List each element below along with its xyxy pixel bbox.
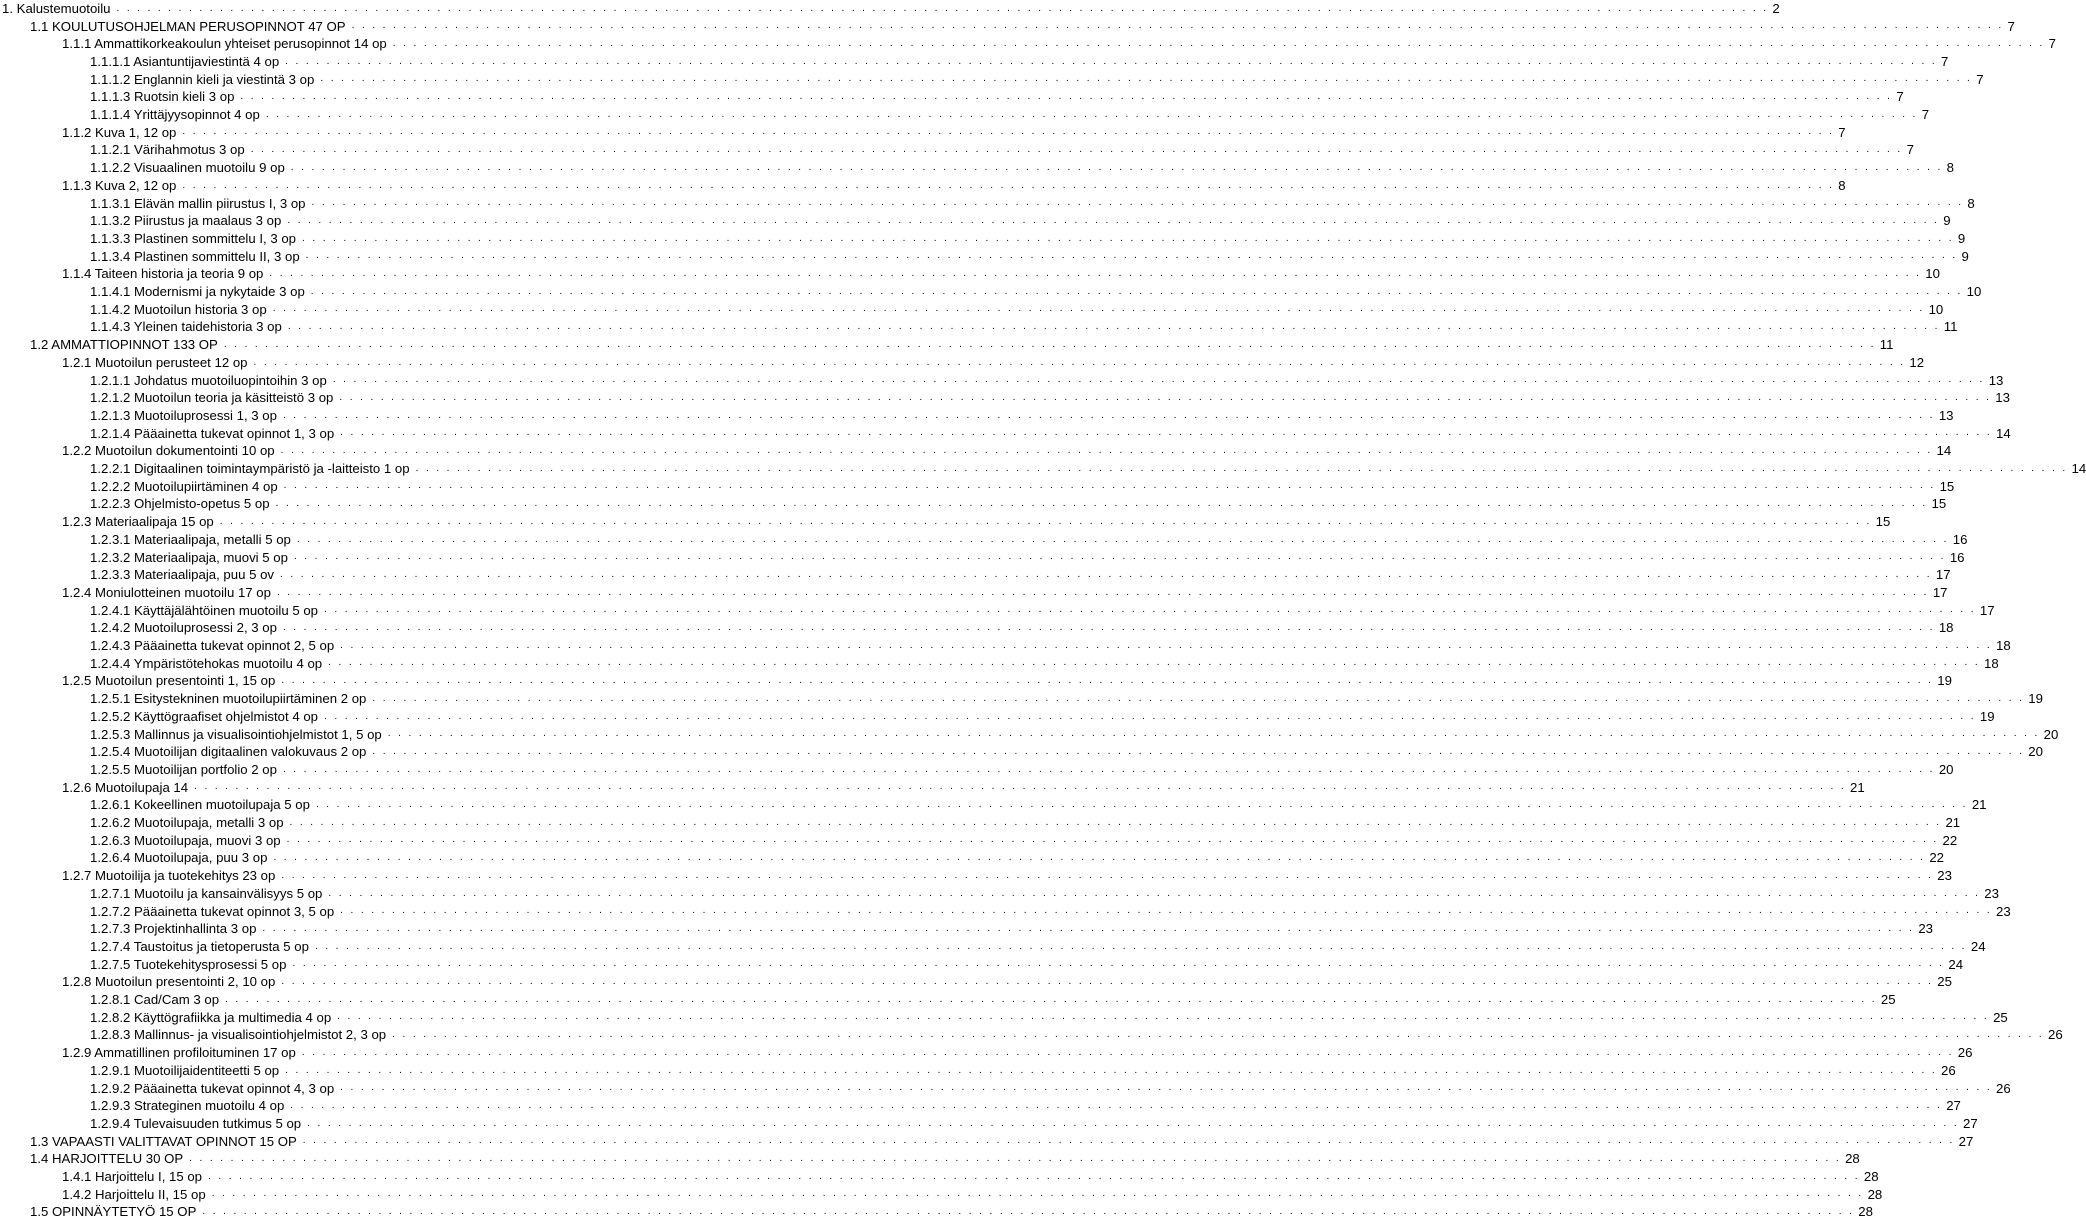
toc-entry[interactable] <box>0 761 1954 779</box>
toc-page-number: 18 <box>1984 655 1999 671</box>
toc-entry-title: 1.2.1 Muotoilun perusteet 12 op <box>62 354 248 370</box>
toc-entry-title: 1.1.1.4 Yrittäjyysopinnot 4 op <box>90 107 260 123</box>
toc-dot-leader: . . . . . . . . . . . . . . . . . . . . . . . . . . . . . . . . . . . . . . . . . . . . . . . . . . . . . . . . . . . . . . . . . . . . . . . . . . . . . . . . . . . . . . . . . . . . . . . . . . . . . . . . . . . . . . . . . . . . . . . . . . . . . . . . . . . . . . . . . . . . . . . . . . . . . . . . . . . . . . . . <box>202 1206 1855 1218</box>
toc-entry-title: 1.2.5.5 Muotoilijan portfolio 2 op <box>90 761 277 777</box>
toc-entry-title: 1.2.2.3 Ohjelmisto-opetus 5 op <box>90 496 270 512</box>
toc-page-number: 10 <box>1925 266 1940 282</box>
toc-entry[interactable] <box>0 831 1958 849</box>
toc-dot-leader: . . . . . . . . . . . . . . . . . . . . . . . . . . . . . . . . . . . . . . . . . . . . . . . . . . . . . . . . . . . . . . . . . . . . . . . . . . . . . . . . . . . . . . . . . . . . . . . . . . . . . . . . . . . . . . . . . . . . . . . . . . . . . . . . . . . . . . . . . . . . . . . . . . . . . . . . . . . . . . . . <box>293 551 1946 563</box>
toc-entry-title: 1.1.4 Taiteen historia ja teoria 9 op <box>62 266 264 282</box>
toc-entry[interactable] <box>0 1203 1873 1221</box>
toc-page-number: 20 <box>2028 744 2043 760</box>
toc-dot-leader: . . . . . . . . . . . . . . . . . . . . . . . . . . . . . . . . . . . . . . . . . . . . . . . . . . . . . . . . . . . . . . . . . . . . . . . . . . . . . . . . . . . . . . . . . . . . . . . . . . . . . . . . . . . . . . . . . . . . . . . . . . . . . . . . . . . . . . . . . . . . . . . . . . . . . . . . . . . . . . . . <box>324 604 1976 616</box>
toc-entry[interactable] <box>0 1132 1974 1150</box>
toc-entry-title: 1.2.3.3 Materiaalipaja, puu 5 ov <box>90 567 275 583</box>
toc-entry-title: 1.4.1 Harjoittelu I, 15 op <box>62 1169 203 1185</box>
toc-dot-leader: . . . . . . . . . . . . . . . . . . . . . . . . . . . . . . . . . . . . . . . . . . . . . . . . . . . . . . . . . . . . . . . . . . . . . . . . . . . . . . . . . . . . . . . . . . . . . . . . . . . . . . . . . . . . . . . . . . . . . . . . . . . . . . . . . . . . . . . . . . . . . . . . . . . . . . . . . . . . . . . . <box>340 427 1993 439</box>
toc-dot-leader: . . . . . . . . . . . . . . . . . . . . . . . . . . . . . . . . . . . . . . . . . . . . . . . . . . . . . . . . . . . . . . . . . . . . . . . . . . . . . . . . . . . . . . . . . . . . . . . . . . . . . . . . . . . . . . . . . . . . . . . . . . . . . . . . . . . . . . . . . . . . . . . . . . . . . . . . . . . . . . . . <box>290 161 1943 173</box>
toc-page-number: 11 <box>1943 319 1958 335</box>
toc-page-number: 22 <box>1929 850 1944 866</box>
toc-entry[interactable] <box>0 619 1954 637</box>
toc-entry[interactable] <box>0 0 1780 17</box>
toc-dot-leader: . . . . . . . . . . . . . . . . . . . . . . . . . . . . . . . . . . . . . . . . . . . . . . . . . . . . . . . . . . . . . . . . . . . . . . . . . . . . . . . . . . . . . . . . . . . . . . . . . . . . . . . . . . . . . . . . . . . . . . . . . . . . . . . . . . . . . . . . . . . . . . . . . . . . . . . . . . . . . . . . <box>219 515 1872 527</box>
toc-dot-leader: . . . . . . . . . . . . . . . . . . . . . . . . . . . . . . . . . . . . . . . . . . . . . . . . . . . . . . . . . . . . . . . . . . . . . . . . . . . . . . . . . . . . . . . . . . . . . . . . . . . . . . . . . . . . . . . . . . . . . . . . . . . . . . . . . . . . . . . . . . . . . . . . . . . . . . . . . . . . . . . . <box>287 214 1940 226</box>
toc-entry-title: 1.2.5.3 Mallinnus ja visualisointiohjelmistot 1, 5 op <box>90 726 382 742</box>
toc-dot-leader: . . . . . . . . . . . . . . . . . . . . . . . . . . . . . . . . . . . . . . . . . . . . . . . . . . . . . . . . . . . . . . . . . . . . . . . . . . . . . . . . . . . . . . . . . . . . . . . . . . . . . . . . . . . . . . . . . . . . . . . . . . . . . . . . . . . . . . . . . . . . . . . . . . . . . . . . . . . . . . . . <box>253 356 1906 368</box>
toc-entry[interactable] <box>0 495 1947 513</box>
toc-entry-title: 1.2.7.4 Taustoitus ja tietoperusta 5 op <box>90 938 309 954</box>
toc-dot-leader: . . . . . . . . . . . . . . . . . . . . . . . . . . . . . . . . . . . . . . . . . . . . . . . . . . . . . . . . . . . . . . . . . . . . . . . . . . . . . . . . . . . . . . . . . . . . . . . . . . . . . . . . . . . . . . . . . . . . . . . . . . . . . . . . . . . . . . . . . . . . . . . . . . . . . . . . . . . . . . . . <box>194 781 1846 793</box>
toc-dot-leader: . . . . . . . . . . . . . . . . . . . . . . . . . . . . . . . . . . . . . . . . . . . . . . . . . . . . . . . . . . . . . . . . . . . . . . . . . . . . . . . . . . . . . . . . . . . . . . . . . . . . . . . . . . . . . . . . . . . . . . . . . . . . . . . . . . . . . . . . . . . . . . . . . . . . . . . . . . . . . . . . <box>392 1029 2045 1041</box>
toc-entry[interactable] <box>0 53 1949 71</box>
toc-entry[interactable] <box>0 141 1914 159</box>
toc-entry[interactable] <box>0 1008 2008 1026</box>
toc-entry-title: 1.1.1.1 Asiantuntijaviestintä 4 op <box>90 53 280 69</box>
toc-entry-title: 1.2.8 Muotoilun presentointi 2, 10 op <box>62 974 276 990</box>
toc-entry[interactable] <box>0 778 1865 796</box>
toc-entry-title: 1.2.8.3 Mallinnus- ja visualisointiohjelmistot 2, 3 op <box>90 1027 387 1043</box>
toc-dot-leader: . . . . . . . . . . . . . . . . . . . . . . . . . . . . . . . . . . . . . . . . . . . . . . . . . . . . . . . . . . . . . . . . . . . . . . . . . . . . . . . . . . . . . . . . . . . . . . . . . . . . . . . . . . . . . . . . . . . . . . . . . . . . . . . . . . . . . . . . . . . . . . . . . . . . . . . . . . . . . . . . <box>301 232 1954 244</box>
toc-entry-title: 1.2.1.4 Pääainetta tukevat opinnot 1, 3 op <box>90 425 335 441</box>
toc-dot-leader: . . . . . . . . . . . . . . . . . . . . . . . . . . . . . . . . . . . . . . . . . . . . . . . . . . . . . . . . . . . . . . . . . . . . . . . . . . . . . . . . . . . . . . . . . . . . . . . . . . . . . . . . . . . . . . . . . . . . . . . . . . . . . . . . . . . . . . . . . . . . . . . . . . . . . . . . . . . . . . . . <box>250 144 1903 156</box>
toc-page-number: 11 <box>1879 337 1894 353</box>
toc-entry[interactable] <box>0 106 1930 124</box>
toc-page-number: 18 <box>1938 620 1954 636</box>
toc-dot-leader: . . . . . . . . . . . . . . . . . . . . . . . . . . . . . . . . . . . . . . . . . . . . . . . . . . . . . . . . . . . . . . . . . . . . . . . . . . . . . . . . . . . . . . . . . . . . . . . . . . . . . . . . . . . . . . . . . . . . . . . . . . . . . . . . . . . . . . . . . . . . . . . . . . . . . . . . . . . . . . . . <box>351 20 2004 32</box>
toc-entry-title: 1.1.3.2 Piirustus ja maalaus 3 op <box>90 213 282 229</box>
toc-entry[interactable] <box>0 336 1894 354</box>
toc-page-number: 17 <box>1979 602 1995 618</box>
toc-entry-title: 1. Kalustemuotoilu <box>2 0 111 16</box>
toc-dot-leader: . . . . . . . . . . . . . . . . . . . . . . . . . . . . . . . . . . . . . . . . . . . . . . . . . . . . . . . . . . . . . . . . . . . . . . . . . . . . . . . . . . . . . . . . . . . . . . . . . . . . . . . . . . . . . . . . . . . . . . . . . . . . . . . . . . . . . . . . . . . . . . . . . . . . . . . . . . . . . . . . <box>283 480 1936 492</box>
toc-entry[interactable] <box>0 212 1951 230</box>
toc-entry[interactable] <box>0 743 2043 761</box>
toc-page-number: 7 <box>2048 36 2056 52</box>
toc-dot-leader: . . . . . . . . . . . . . . . . . . . . . . . . . . . . . . . . . . . . . . . . . . . . . . . . . . . . . . . . . . . . . . . . . . . . . . . . . . . . . . . . . . . . . . . . . . . . . . . . . . . . . . . . . . . . . . . . . . . . . . . . . . . . . . . . . . . . . . . . . . . . . . . . . . . . . . . . . . . . . . . . <box>275 498 1928 510</box>
toc-entry-title: 1.2 AMMATTIOPINNOT 133 OP <box>30 337 218 353</box>
toc-dot-leader: . . . . . . . . . . . . . . . . . . . . . . . . . . . . . . . . . . . . . . . . . . . . . . . . . . . . . . . . . . . . . . . . . . . . . . . . . . . . . . . . . . . . . . . . . . . . . . . . . . . . . . . . . . . . . . . . . . . . . . . . . . . . . . . . . . . . . . . . . . . . . . . . . . . . . . . . . . . . . . . . <box>320 73 1973 85</box>
toc-entry-title: 1.2.3.1 Materiaalipaja, metalli 5 op <box>90 531 291 547</box>
toc-dot-leader: . . . . . . . . . . . . . . . . . . . . . . . . . . . . . . . . . . . . . . . . . . . . . . . . . . . . . . . . . . . . . . . . . . . . . . . . . . . . . . . . . . . . . . . . . . . . . . . . . . . . . . . . . . . . . . . . . . . . . . . . . . . . . . . . . . . . . . . . . . . . . . . . . . . . . . . . . . . . . . . . <box>311 197 1964 209</box>
toc-page-number: 21 <box>1971 797 1987 813</box>
toc-page-number: 20 <box>1938 761 1954 777</box>
toc-entry-title: 1.2.7.1 Muotoilu ja kansainvälisyys 5 op <box>90 885 323 901</box>
toc-page-number: 26 <box>1957 1045 1973 1061</box>
toc-page-number: 19 <box>2028 691 2043 707</box>
toc-dot-leader: . . . . . . . . . . . . . . . . . . . . . . . . . . . . . . . . . . . . . . . . . . . . . . . . . . . . . . . . . . . . . . . . . . . . . . . . . . . . . . . . . . . . . . . . . . . . . . . . . . . . . . . . . . . . . . . . . . . . . . . . . . . . . . . . . . . . . . . . . . . . . . . . . . . . . . . . . . . . . . . . <box>314 940 1967 952</box>
toc-page-number: 21 <box>1850 779 1865 795</box>
toc-dot-leader: . . . . . . . . . . . . . . . . . . . . . . . . . . . . . . . . . . . . . . . . . . . . . . . . . . . . . . . . . . . . . . . . . . . . . . . . . . . . . . . . . . . . . . . . . . . . . . . . . . . . . . . . . . . . . . . . . . . . . . . . . . . . . . . . . . . . . . . . . . . . . . . . . . . . . . . . . . . . . . . . <box>281 869 1934 881</box>
toc-entry-title: 1.2.2.1 Digitaalinen toimintaympäristö ja -laitteisto 1 op <box>90 461 410 477</box>
toc-page-number: 26 <box>2048 1027 2063 1043</box>
toc-entry-title: 1.2.6.2 Muotoilupaja, metalli 3 op <box>90 815 284 831</box>
toc-entry-title: 1.1.4.2 Muotoilun historia 3 op <box>90 301 267 317</box>
toc-page-number: 17 <box>1932 584 1948 600</box>
toc-page-number: 21 <box>1945 815 1961 831</box>
toc-dot-leader: . . . . . . . . . . . . . . . . . . . . . . . . . . . . . . . . . . . . . . . . . . . . . . . . . . . . . . . . . . . . . . . . . . . . . . . . . . . . . . . . . . . . . . . . . . . . . . . . . . . . . . . . . . . . . . . . . . . . . . . . . . . . . . . . . . . . . . . . . . . . . . . . . . . . . . . . . . . . . . . . <box>269 268 1922 279</box>
toc-entry[interactable] <box>0 902 2011 920</box>
toc-dot-leader: . . . . . . . . . . . . . . . . . . . . . . . . . . . . . . . . . . . . . . . . . . . . . . . . . . . . . . . . . . . . . . . . . . . . . . . . . . . . . . . . . . . . . . . . . . . . . . . . . . . . . . . . . . . . . . . . . . . . . . . . . . . . . . . . . . . . . . . . . . . . . . . . . . . . . . . . . . . . . . . . <box>189 1153 1842 1164</box>
toc-entry[interactable] <box>0 531 1968 549</box>
toc-dot-leader: . . . . . . . . . . . . . . . . . . . . . . . . . . . . . . . . . . . . . . . . . . . . . . . . . . . . . . . . . . . . . . . . . . . . . . . . . . . . . . . . . . . . . . . . . . . . . . . . . . . . . . . . . . . . . . . . . . . . . . . . . . . . . . . . . . . . . . . . . . . . . . . . . . . . . . . . . . . . . . . . <box>337 1011 1990 1023</box>
toc-page-number: 13 <box>1995 390 2010 406</box>
toc-entry[interactable] <box>0 17 2015 35</box>
toc-dot-leader: . . . . . . . . . . . . . . . . . . . . . . . . . . . . . . . . . . . . . . . . . . . . . . . . . . . . . . . . . . . . . . . . . . . . . . . . . . . . . . . . . . . . . . . . . . . . . . . . . . . . . . . . . . . . . . . . . . . . . . . . . . . . . . . . . . . . . . . . . . . . . . . . . . . . . . . . . . . . . . . . <box>281 675 1934 687</box>
toc-entry[interactable] <box>0 265 1940 283</box>
toc-entry[interactable] <box>0 885 1999 903</box>
toc-page-number: 27 <box>1958 1133 1974 1149</box>
toc-entry-title: 1.1.2.2 Visuaalinen muotoilu 9 op <box>90 160 285 176</box>
toc-entry-title: 1.2.1.1 Johdatus muotoiluopintoihin 3 op <box>90 372 327 388</box>
toc-entry[interactable] <box>0 867 1952 885</box>
toc-entry[interactable] <box>0 123 1846 141</box>
toc-page-number: 23 <box>1984 885 1999 901</box>
toc-dot-leader: . . . . . . . . . . . . . . . . . . . . . . . . . . . . . . . . . . . . . . . . . . . . . . . . . . . . . . . . . . . . . . . . . . . . . . . . . . . . . . . . . . . . . . . . . . . . . . . . . . . . . . . . . . . . . . . . . . . . . . . . . . . . . . . . . . . . . . . . . . . . . . . . . . . . . . . . . . . . . . . . <box>332 374 1985 386</box>
toc-entry-title: 1.2.4.2 Muotoiluprosessi 2, 3 op <box>90 620 277 636</box>
toc-dot-leader: . . . . . . . . . . . . . . . . . . . . . . . . . . . . . . . . . . . . . . . . . . . . . . . . . . . . . . . . . . . . . . . . . . . . . . . . . . . . . . . . . . . . . . . . . . . . . . . . . . . . . . . . . . . . . . . . . . . . . . . . . . . . . . . . . . . . . . . . . . . . . . . . . . . . . . . . . . . . . . . . <box>305 250 1958 262</box>
toc-page-number: 20 <box>2043 726 2059 742</box>
toc-page-number: 23 <box>1996 903 2011 919</box>
toc-entry-title: 1.1.1.3 Ruotsin kieli 3 op <box>90 89 235 105</box>
toc-dot-leader: . . . . . . . . . . . . . . . . . . . . . . . . . . . . . . . . . . . . . . . . . . . . . . . . . . . . . . . . . . . . . . . . . . . . . . . . . . . . . . . . . . . . . . . . . . . . . . . . . . . . . . . . . . . . . . . . . . . . . . . . . . . . . . . . . . . . . . . . . . . . . . . . . . . . . . . . . . . . . . . . <box>387 728 2040 740</box>
toc-entry-title: 1.1.3 Kuva 2, 12 op <box>62 177 177 193</box>
toc-entry[interactable] <box>0 672 1952 690</box>
toc-entry[interactable] <box>0 194 1975 212</box>
toc-dot-leader: . . . . . . . . . . . . . . . . . . . . . . . . . . . . . . . . . . . . . . . . . . . . . . . . . . . . . . . . . . . . . . . . . . . . . . . . . . . . . . . . . . . . . . . . . . . . . . . . . . . . . . . . . . . . . . . . . . . . . . . . . . . . . . . . . . . . . . . . . . . . . . . . . . . . . . . . . . . . . . . . <box>211 1188 1864 1200</box>
toc-entry-title: 1.2.6.3 Muotoilupaja, muovi 3 op <box>90 832 281 848</box>
toc-page-number: 27 <box>1946 1098 1961 1114</box>
toc-entry[interactable] <box>0 548 1965 566</box>
toc-entry-title: 1.2.8.2 Käyttögrafiikka ja multimedia 4 op <box>90 1009 332 1025</box>
toc-entry-title: 1.4.2 Harjoittelu II, 15 op <box>62 1186 206 1202</box>
toc-entry-title: 1.2.9 Ammatillinen profiloituminen 17 op <box>62 1045 296 1061</box>
toc-entry-title: 1.2.5.2 Käyttögraafiset ohjelmistot 4 op <box>90 708 318 724</box>
toc-entry[interactable] <box>0 1115 1978 1133</box>
toc-dot-leader: . . . . . . . . . . . . . . . . . . . . . . . . . . . . . . . . . . . . . . . . . . . . . . . . . . . . . . . . . . . . . . . . . . . . . . . . . . . . . . . . . . . . . . . . . . . . . . . . . . . . . . . . . . . . . . . . . . . . . . . . . . . . . . . . . . . . . . . . . . . . . . . . . . . . . . . . . . . . . . . . <box>262 922 1915 934</box>
toc-page-number: 25 <box>1937 974 1952 990</box>
toc-entry[interactable] <box>0 442 1952 460</box>
toc-entry-title: 1.2.7.3 Projektinhallinta 3 op <box>90 921 257 937</box>
toc-page-number: 24 <box>1948 956 1964 972</box>
toc-page-number: 19 <box>1979 708 1995 724</box>
toc-entry-title: 1.4 HARJOITTELU 30 OP <box>30 1151 184 1167</box>
toc-entry-title: 1.2.4 Moniulotteinen muotoilu 17 op <box>62 584 271 600</box>
toc-dot-leader: . . . . . . . . . . . . . . . . . . . . . . . . . . . . . . . . . . . . . . . . . . . . . . . . . . . . . . . . . . . . . . . . . . . . . . . . . . . . . . . . . . . . . . . . . . . . . . . . . . . . . . . . . . . . . . . . . . . . . . . . . . . . . . . . . . . . . . . . . . . . . . . . . . . . . . . . . . . . . . . . <box>272 303 1925 315</box>
toc-page-number: 15 <box>1939 478 1955 494</box>
toc-entry-title: 1.1 KOULUTUSOHJELMAN PERUSOPINNOT 47 OP <box>30 18 346 34</box>
toc-entry-title: 1.2.9.2 Pääainetta tukevat opinnot 4, 3 op <box>90 1080 335 1096</box>
toc-entry[interactable] <box>0 70 1984 88</box>
toc-page-number: 8 <box>1946 160 1955 176</box>
toc-dot-leader: . . . . . . . . . . . . . . . . . . . . . . . . . . . . . . . . . . . . . . . . . . . . . . . . . . . . . . . . . . . . . . . . . . . . . . . . . . . . . . . . . . . . . . . . . . . . . . . . . . . . . . . . . . . . . . . . . . . . . . . . . . . . . . . . . . . . . . . . . . . . . . . . . . . . . . . . . . . . . . . . <box>292 958 1945 970</box>
toc-page-number: 25 <box>1993 1009 2008 1025</box>
toc-entry-title: 1.2.1.3 Muotoiluprosessi 1, 3 op <box>90 407 277 423</box>
toc-dot-leader: . . . . . . . . . . . . . . . . . . . . . . . . . . . . . . . . . . . . . . . . . . . . . . . . . . . . . . . . . . . . . . . . . . . . . . . . . . . . . . . . . . . . . . . . . . . . . . . . . . . . . . . . . . . . . . . . . . . . . . . . . . . . . . . . . . . . . . . . . . . . . . . . . . . . . . . . . . . . . . . . <box>415 462 2068 474</box>
toc-page-number: 8 <box>1838 177 1846 193</box>
toc-entry-title: 1.2.4.3 Pääainetta tukevat opinnot 2, 5 op <box>90 638 335 654</box>
toc-dot-leader: . . . . . . . . . . . . . . . . . . . . . . . . . . . . . . . . . . . . . . . . . . . . . . . . . . . . . . . . . . . . . . . . . . . . . . . . . . . . . . . . . . . . . . . . . . . . . . . . . . . . . . . . . . . . . . . . . . . . . . . . . . . . . . . . . . . . . . . . . . . . . . . . . . . . . . . . . . . . . . . . <box>280 568 1932 580</box>
toc-page-number: 14 <box>2071 461 2086 477</box>
toc-page-number: 15 <box>1875 514 1891 530</box>
toc-entry[interactable] <box>0 920 1933 938</box>
toc-entry[interactable] <box>0 955 1964 973</box>
toc-entry[interactable] <box>0 424 2011 442</box>
toc-dot-leader: . . . . . . . . . . . . . . . . . . . . . . . . . . . . . . . . . . . . . . . . . . . . . . . . . . . . . . . . . . . . . . . . . . . . . . . . . . . . . . . . . . . . . . . . . . . . . . . . . . . . . . . . . . . . . . . . . . . . . . . . . . . . . . . . . . . . . . . . . . . . . . . . . . . . . . . . . . . . . . . . <box>372 745 2025 757</box>
toc-entry-title: 1.1.4.3 Yleinen taidehistoria 3 op <box>90 319 282 335</box>
toc-page-number: 27 <box>1963 1115 1978 1131</box>
toc-page-number: 16 <box>1949 549 1965 565</box>
toc-dot-leader: . . . . . . . . . . . . . . . . . . . . . . . . . . . . . . . . . . . . . . . . . . . . . . . . . . . . . . . . . . . . . . . . . . . . . . . . . . . . . . . . . . . . . . . . . . . . . . . . . . . . . . . . . . . . . . . . . . . . . . . . . . . . . . . . . . . . . . . . . . . . . . . . . . . . . . . . . . . . . . . . <box>182 179 1835 191</box>
toc-entry[interactable] <box>0 690 2043 708</box>
toc-entry-title: 1.2.7.5 Tuotekehitysprosessi 5 op <box>90 956 287 972</box>
toc-page-number: 15 <box>1931 496 1947 512</box>
toc-entry[interactable] <box>0 407 1954 425</box>
toc-page-number: 7 <box>2007 18 2015 34</box>
toc-dot-leader: . . . . . . . . . . . . . . . . . . . . . . . . . . . . . . . . . . . . . . . . . . . . . . . . . . . . . . . . . . . . . . . . . . . . . . . . . . . . . . . . . . . . . . . . . . . . . . . . . . . . . . . . . . . . . . . . . . . . . . . . . . . . . . . . . . . . . . . . . . . . . . . . . . . . . . . . . . . . . . . . <box>265 108 1918 120</box>
toc-entry-title: 1.1.3.1 Elävän mallin piirustus I, 3 op <box>90 195 306 211</box>
toc-entry[interactable] <box>0 637 2011 655</box>
toc-entry-title: 1.1.2 Kuva 1, 12 op <box>62 124 177 140</box>
toc-entry-title: 1.1.3.3 Plastinen sommittelu I, 3 op <box>90 230 296 246</box>
toc-page-number: 14 <box>1996 425 2011 441</box>
toc-dot-leader: . . . . . . . . . . . . . . . . . . . . . . . . . . . . . . . . . . . . . . . . . . . . . . . . . . . . . . . . . . . . . . . . . . . . . . . . . . . . . . . . . . . . . . . . . . . . . . . . . . . . . . . . . . . . . . . . . . . . . . . . . . . . . . . . . . . . . . . . . . . . . . . . . . . . . . . . . . . . . . . . <box>392 37 2045 49</box>
toc-dot-leader: . . . . . . . . . . . . . . . . . . . . . . . . . . . . . . . . . . . . . . . . . . . . . . . . . . . . . . . . . . . . . . . . . . . . . . . . . . . . . . . . . . . . . . . . . . . . . . . . . . . . . . . . . . . . . . . . . . . . . . . . . . . . . . . . . . . . . . . . . . . . . . . . . . . . . . . . . . . . . . . . <box>282 763 1935 775</box>
toc-entry[interactable] <box>0 1168 1879 1186</box>
toc-entry[interactable] <box>0 354 1925 372</box>
toc-page-number: 7 <box>1838 124 1846 140</box>
toc-entry[interactable] <box>0 601 1995 619</box>
toc-page-number: 25 <box>1880 992 1896 1008</box>
toc-entry[interactable] <box>0 849 1944 867</box>
toc-page-number: 7 <box>1906 142 1914 158</box>
toc-entry[interactable] <box>0 708 1995 726</box>
toc-entry-title: 1.2.6.1 Kokeellinen muotoilupaja 5 op <box>90 797 310 813</box>
toc-entry[interactable] <box>0 477 1955 495</box>
toc-entry-title: 1.2.5.4 Muotoilijan digitaalinen valokuvaus 2 op <box>90 744 367 760</box>
toc-page-number: 12 <box>1909 354 1925 370</box>
toc-dot-leader: . . . . . . . . . . . . . . . . . . . . . . . . . . . . . . . . . . . . . . . . . . . . . . . . . . . . . . . . . . . . . . . . . . . . . . . . . . . . . . . . . . . . . . . . . . . . . . . . . . . . . . . . . . . . . . . . . . . . . . . . . . . . . . . . . . . . . . . . . . . . . . . . . . . . . . . . . . . . . . . . <box>328 657 1981 669</box>
toc-dot-leader: . . . . . . . . . . . . . . . . . . . . . . . . . . . . . . . . . . . . . . . . . . . . . . . . . . . . . . . . . . . . . . . . . . . . . . . . . . . . . . . . . . . . . . . . . . . . . . . . . . . . . . . . . . . . . . . . . . . . . . . . . . . . . . . . . . . . . . . . . . . . . . . . . . . . . . . . . . . . . . . . <box>208 1170 1860 1182</box>
toc-entry[interactable] <box>0 1079 2011 1097</box>
toc-page-number: 7 <box>1976 71 1984 87</box>
toc-entry[interactable] <box>0 513 1891 531</box>
toc-entry-title: 1.2.9.3 Strateginen muotoilu 4 op <box>90 1098 285 1114</box>
toc-page-number: 9 <box>1957 230 1966 246</box>
toc-page-number: 28 <box>1858 1204 1873 1220</box>
toc-page-number: 28 <box>1867 1186 1883 1202</box>
toc-page-number: 26 <box>1941 1062 1956 1078</box>
toc-page-number: 28 <box>1845 1151 1860 1167</box>
toc-page-number: 9 <box>1943 213 1951 229</box>
toc-page-number: 24 <box>1970 938 1986 954</box>
toc-entry[interactable] <box>0 1185 1883 1203</box>
toc-dot-leader: . . . . . . . . . . . . . . . . . . . . . . . . . . . . . . . . . . . . . . . . . . . . . . . . . . . . . . . . . . . . . . . . . . . . . . . . . . . . . . . . . . . . . . . . . . . . . . . . . . . . . . . . . . . . . . . . . . . . . . . . . . . . . . . . . . . . . . . . . . . . . . . . . . . . . . . . . . . . . . . . <box>225 993 1877 1005</box>
toc-entry-title: 1.1.3.4 Plastinen sommittelu II, 3 op <box>90 248 300 264</box>
toc-entry-title: 1.2.9.4 Tulevaisuuden tutkimus 5 op <box>90 1115 302 1131</box>
toc-entry[interactable] <box>0 177 1846 195</box>
toc-entry[interactable] <box>0 973 1952 991</box>
toc-dot-leader: . . . . . . . . . . . . . . . . . . . . . . . . . . . . . . . . . . . . . . . . . . . . . . . . . . . . . . . . . . . . . . . . . . . . . . . . . . . . . . . . . . . . . . . . . . . . . . . . . . . . . . . . . . . . . . . . . . . . . . . . . . . . . . . . . . . . . . . . . . . . . . . . . . . . . . . . . . . . . . . . <box>372 692 2025 704</box>
toc-entry-title: 1.2.1.2 Muotoilun teoria ja käsitteistö 3 op <box>90 390 334 406</box>
toc-entry[interactable] <box>0 247 1969 265</box>
toc-dot-leader: . . . . . . . . . . . . . . . . . . . . . . . . . . . . . . . . . . . . . . . . . . . . . . . . . . . . . . . . . . . . . . . . . . . . . . . . . . . . . . . . . . . . . . . . . . . . . . . . . . . . . . . . . . . . . . . . . . . . . . . . . . . . . . . . . . . . . . . . . . . . . . . . . . . . . . . . . . . . . . . . <box>286 834 1939 846</box>
toc-entry-title: 1.1.4.1 Modernismi ja nykytaide 3 op <box>90 284 305 300</box>
toc-entry-title: 1.2.6 Muotoilupaja 14 <box>62 779 189 795</box>
toc-entry-title: 1.3 VAPAASTI VALITTAVAT OPINNOT 15 OP <box>30 1133 297 1149</box>
toc-entry[interactable] <box>0 938 1986 956</box>
toc-entry-title: 1.2.3 Materiaalipaja 15 op <box>62 514 214 530</box>
toc-dot-leader: . . . . . . . . . . . . . . . . . . . . . . . . . . . . . . . . . . . . . . . . . . . . . . . . . . . . . . . . . . . . . . . . . . . . . . . . . . . . . . . . . . . . . . . . . . . . . . . . . . . . . . . . . . . . . . . . . . . . . . . . . . . . . . . . . . . . . . . . . . . . . . . . . . . . . . . . . . . . . . . . <box>310 285 1963 297</box>
toc-entry-title: 1.2.6.4 Muotoilupaja, puu 3 op <box>90 850 268 866</box>
toc-entry-title: 1.2.4.1 Käyttäjälähtöinen muotoilu 5 op <box>90 602 319 618</box>
toc-dot-leader: . . . . . . . . . . . . . . . . . . . . . . . . . . . . . . . . . . . . . . . . . . . . . . . . . . . . . . . . . . . . . . . . . . . . . . . . . . . . . . . . . . . . . . . . . . . . . . . . . . . . . . . . . . . . . . . . . . . . . . . . . . . . . . . . . . . . . . . . . . . . . . . . . . . . . . . . . . . . . . . . <box>290 1099 1943 1111</box>
toc-entry[interactable] <box>0 230 1966 248</box>
toc-entry-title: 1.1.1 Ammattikorkeakoulun yhteiset perusopinnot 14 op <box>62 36 387 52</box>
toc-page-number: 13 <box>1938 407 1954 423</box>
toc-entry-title: 1.5 OPINNÄYTETYÖ 15 OP <box>30 1204 197 1220</box>
toc-entry[interactable] <box>0 725 2059 743</box>
toc-page-number: 10 <box>1928 301 1944 317</box>
toc-dot-leader: . . . . . . . . . . . . . . . . . . . . . . . . . . . . . . . . . . . . . . . . . . . . . . . . . . . . . . . . . . . . . . . . . . . . . . . . . . . . . . . . . . . . . . . . . . . . . . . . . . . . . . . . . . . . . . . . . . . . . . . . . . . . . . . . . . . . . . . . . . . . . . . . . . . . . . . . . . . . . . . . <box>240 91 1893 102</box>
toc-entry-title: 1.1.2.1 Värihahmotus 3 op <box>90 142 245 158</box>
toc-page-number: 18 <box>1996 638 2011 654</box>
toc-entry[interactable] <box>0 566 1951 584</box>
toc-dot-leader: . . . . . . . . . . . . . . . . . . . . . . . . . . . . . . . . . . . . . . . . . . . . . . . . . . . . . . . . . . . . . . . . . . . . . . . . . . . . . . . . . . . . . . . . . . . . . . . . . . . . . . . . . . . . . . . . . . . . . . . . . . . . . . . . . . . . . . . . . . . . . . . . . . . . . . . . . . . . . . . . <box>340 1082 1993 1094</box>
toc-entry-title: 1.2.9.1 Muotoilijaidentiteetti 5 op <box>90 1062 280 1078</box>
toc-entry[interactable] <box>0 35 2056 53</box>
toc-entry[interactable] <box>0 1062 1956 1080</box>
toc-page-number: 26 <box>1996 1080 2011 1096</box>
toc-entry[interactable] <box>0 1044 1973 1062</box>
toc-entry[interactable] <box>0 584 1948 602</box>
toc-dot-leader: . . . . . . . . . . . . . . . . . . . . . . . . . . . . . . . . . . . . . . . . . . . . . . . . . . . . . . . . . . . . . . . . . . . . . . . . . . . . . . . . . . . . . . . . . . . . . . . . . . . . . . . . . . . . . . . . . . . . . . . . . . . . . . . . . . . . . . . . . . . . . . . . . . . . . . . . . . . . . . . . <box>223 338 1876 350</box>
toc-entry[interactable] <box>0 991 1896 1009</box>
toc-entry-title: 1.2.2.2 Muotoilupiirtäminen 4 op <box>90 478 278 494</box>
toc-dot-leader: . . . . . . . . . . . . . . . . . . . . . . . . . . . . . . . . . . . . . . . . . . . . . . . . . . . . . . . . . . . . . . . . . . . . . . . . . . . . . . . . . . . . . . . . . . . . . . . . . . . . . . . . . . . . . . . . . . . . . . . . . . . . . . . . . . . . . . . . . . . . . . . . . . . . . . . . . . . . . . . . <box>315 799 1968 810</box>
toc-entry[interactable] <box>0 389 2010 407</box>
toc-page-number: 28 <box>1863 1169 1879 1185</box>
toc-entry-title: 1.1.1.2 Englannin kieli ja viestintä 3 op <box>90 71 315 87</box>
toc-dot-leader: . . . . . . . . . . . . . . . . . . . . . . . . . . . . . . . . . . . . . . . . . . . . . . . . . . . . . . . . . . . . . . . . . . . . . . . . . . . . . . . . . . . . . . . . . . . . . . . . . . . . . . . . . . . . . . . . . . . . . . . . . . . . . . . . . . . . . . . . . . . . . . . . . . . . . . . . . . . . . . . . <box>282 622 1935 633</box>
toc-entry[interactable] <box>0 460 2086 478</box>
toc-page-number: 7 <box>1896 89 1904 105</box>
toc-entry[interactable] <box>0 1026 2063 1044</box>
toc-entry[interactable] <box>0 300 1944 318</box>
toc-dot-leader: . . . . . . . . . . . . . . . . . . . . . . . . . . . . . . . . . . . . . . . . . . . . . . . . . . . . . . . . . . . . . . . . . . . . . . . . . . . . . . . . . . . . . . . . . . . . . . . . . . . . . . . . . . . . . . . . . . . . . . . . . . . . . . . . . . . . . . . . . . . . . . . . . . . . . . . . . . . . . . . . <box>340 639 1993 651</box>
toc-entry-title: 1.2.3.2 Materiaalipaja, muovi 5 op <box>90 549 288 565</box>
toc-dot-leader: . . . . . . . . . . . . . . . . . . . . . . . . . . . . . . . . . . . . . . . . . . . . . . . . . . . . . . . . . . . . . . . . . . . . . . . . . . . . . . . . . . . . . . . . . . . . . . . . . . . . . . . . . . . . . . . . . . . . . . . . . . . . . . . . . . . . . . . . . . . . . . . . . . . . . . . . . . . . . . . . <box>282 409 1935 421</box>
toc-entry[interactable] <box>0 1150 1860 1168</box>
toc-dot-leader: . . . . . . . . . . . . . . . . . . . . . . . . . . . . . . . . . . . . . . . . . . . . . . . . . . . . . . . . . . . . . . . . . . . . . . . . . . . . . . . . . . . . . . . . . . . . . . . . . . . . . . . . . . . . . . . . . . . . . . . . . . . . . . . . . . . . . . . . . . . . . . . . . . . . . . . . . . . . . . . . <box>296 533 1949 545</box>
toc-dot-leader: . . . . . . . . . . . . . . . . . . . . . . . . . . . . . . . . . . . . . . . . . . . . . . . . . . . . . . . . . . . . . . . . . . . . . . . . . . . . . . . . . . . . . . . . . . . . . . . . . . . . . . . . . . . . . . . . . . . . . . . . . . . . . . . . . . . . . . . . . . . . . . . . . . . . . . . . . . . . . . . . <box>287 321 1940 333</box>
toc-entry[interactable] <box>0 1097 1961 1115</box>
toc-entry-title: 1.2.2 Muotoilun dokumentointi 10 op <box>62 443 275 459</box>
toc-entry[interactable] <box>0 796 1987 814</box>
toc-page-number: 8 <box>1967 195 1975 211</box>
toc-page-number: 13 <box>1988 372 2004 388</box>
toc-dot-leader: . . . . . . . . . . . . . . . . . . . . . . . . . . . . . . . . . . . . . . . . . . . . . . . . . . . . . . . . . . . . . . . . . . . . . . . . . . . . . . . . . . . . . . . . . . . . . . . . . . . . . . . . . . . . . . . . . . . . . . . . . . . . . . . . . . . . . . . . . . . . . . . . . . . . . . . . . . . . . . . . <box>276 586 1929 598</box>
toc-dot-leader: . . . . . . . . . . . . . . . . . . . . . . . . . . . . . . . . . . . . . . . . . . . . . . . . . . . . . . . . . . . . . . . . . . . . . . . . . . . . . . . . . . . . . . . . . . . . . . . . . . . . . . . . . . . . . . . . . . . . . . . . . . . . . . . . . . . . . . . . . . . . . . . . . . . . . . . . . . . . . . . . <box>285 55 1938 67</box>
toc-page-number: 23 <box>1937 868 1952 884</box>
toc-page-number: 9 <box>1961 248 1969 264</box>
toc-dot-leader: . . . . . . . . . . . . . . . . . . . . . . . . . . . . . . . . . . . . . . . . . . . . . . . . . . . . . . . . . . . . . . . . . . . . . . . . . . . . . . . . . . . . . . . . . . . . . . . . . . . . . . . . . . . . . . . . . . . . . . . . . . . . . . . . . . . . . . . . . . . . . . . . . . . . . . . . . . . . . . . . <box>340 905 1993 917</box>
toc-entry-title: 1.2.5 Muotoilun presentointi 1, 15 op <box>62 673 276 689</box>
toc-dot-leader: . . . . . . . . . . . . . . . . . . . . . . . . . . . . . . . . . . . . . . . . . . . . . . . . . . . . . . . . . . . . . . . . . . . . . . . . . . . . . . . . . . . . . . . . . . . . . . . . . . . . . . . . . . . . . . . . . . . . . . . . . . . . . . . . . . . . . . . . . . . . . . . . . . . . . . . . . . . . . . . . <box>324 710 1976 722</box>
toc-entry[interactable] <box>0 814 1961 832</box>
toc-page-number: 7 <box>1921 107 1930 123</box>
toc-entry[interactable] <box>0 318 1958 336</box>
toc-dot-leader: . . . . . . . . . . . . . . . . . . . . . . . . . . . . . . . . . . . . . . . . . . . . . . . . . . . . . . . . . . . . . . . . . . . . . . . . . . . . . . . . . . . . . . . . . . . . . . . . . . . . . . . . . . . . . . . . . . . . . . . . . . . . . . . . . . . . . . . . . . . . . . . . . . . . . . . . . . . . . . . . <box>339 391 1992 403</box>
toc-entry-title: 1.2.5.1 Esitystekninen muotoilupiirtäminen 2 op <box>90 691 367 707</box>
toc-entry[interactable] <box>0 283 1982 301</box>
toc-dot-leader: . . . . . . . . . . . . . . . . . . . . . . . . . . . . . . . . . . . . . . . . . . . . . . . . . . . . . . . . . . . . . . . . . . . . . . . . . . . . . . . . . . . . . . . . . . . . . . . . . . . . . . . . . . . . . . . . . . . . . . . . . . . . . . . . . . . . . . . . . . . . . . . . . . . . . . . . . . . . . . . . <box>301 1046 1954 1058</box>
toc-entry-title: 1.2.7 Muotoilija ja tuotekehitys 23 op <box>62 868 276 884</box>
toc-page-number: 7 <box>1941 53 1949 69</box>
toc-page-number: 22 <box>1942 832 1958 848</box>
toc-dot-leader: . . . . . . . . . . . . . . . . . . . . . . . . . . . . . . . . . . . . . . . . . . . . . . . . . . . . . . . . . . . . . . . . . . . . . . . . . . . . . . . . . . . . . . . . . . . . . . . . . . . . . . . . . . . . . . . . . . . . . . . . . . . . . . . . . . . . . . . . . . . . . . . . . . . . . . . . . . . . . . . . <box>281 976 1934 987</box>
toc-entry-title: 1.2.8.1 Cad/Cam 3 op <box>90 992 220 1008</box>
toc-dot-leader: . . . . . . . . . . . . . . . . . . . . . . . . . . . . . . . . . . . . . . . . . . . . . . . . . . . . . . . . . . . . . . . . . . . . . . . . . . . . . . . . . . . . . . . . . . . . . . . . . . . . . . . . . . . . . . . . . . . . . . . . . . . . . . . . . . . . . . . . . . . . . . . . . . . . . . . . . . . . . . . . <box>285 1064 1938 1076</box>
toc-entry-title: 1.2.7.2 Pääainetta tukevat opinnot 3, 5 op <box>90 903 335 919</box>
toc-dot-leader: . . . . . . . . . . . . . . . . . . . . . . . . . . . . . . . . . . . . . . . . . . . . . . . . . . . . . . . . . . . . . . . . . . . . . . . . . . . . . . . . . . . . . . . . . . . . . . . . . . . . . . . . . . . . . . . . . . . . . . . . . . . . . . . . . . . . . . . . . . . . . . . . . . . . . . . . . . . . . . . . <box>182 126 1835 138</box>
toc-dot-leader: . . . . . . . . . . . . . . . . . . . . . . . . . . . . . . . . . . . . . . . . . . . . . . . . . . . . . . . . . . . . . . . . . . . . . . . . . . . . . . . . . . . . . . . . . . . . . . . . . . . . . . . . . . . . . . . . . . . . . . . . . . . . . . . . . . . . . . . . . . . . . . . . . . . . . . . . . . . . . . . . <box>280 445 1933 456</box>
toc-dot-leader: . . . . . . . . . . . . . . . . . . . . . . . . . . . . . . . . . . . . . . . . . . . . . . . . . . . . . . . . . . . . . . . . . . . . . . . . . . . . . . . . . . . . . . . . . . . . . . . . . . . . . . . . . . . . . . . . . . . . . . . . . . . . . . . . . . . . . . . . . . . . . . . . . . . . . . . . . . . . . . . . <box>116 2 1769 14</box>
toc-page-number: 17 <box>1935 567 1951 583</box>
toc-entry[interactable] <box>0 88 1904 106</box>
toc-entry-title: 1.2.4.4 Ympäristötehokas muotoilu 4 op <box>90 655 323 671</box>
toc-entry[interactable] <box>0 654 1999 672</box>
toc-page-number: 14 <box>1936 443 1952 459</box>
toc-page-number: 10 <box>1966 284 1982 300</box>
toc-dot-leader: . . . . . . . . . . . . . . . . . . . . . . . . . . . . . . . . . . . . . . . . . . . . . . . . . . . . . . . . . . . . . . . . . . . . . . . . . . . . . . . . . . . . . . . . . . . . . . . . . . . . . . . . . . . . . . . . . . . . . . . . . . . . . . . . . . . . . . . . . . . . . . . . . . . . . . . . . . . . . . . . <box>273 852 1926 864</box>
toc-page-number: 23 <box>1918 921 1933 937</box>
toc-dot-leader: . . . . . . . . . . . . . . . . . . . . . . . . . . . . . . . . . . . . . . . . . . . . . . . . . . . . . . . . . . . . . . . . . . . . . . . . . . . . . . . . . . . . . . . . . . . . . . . . . . . . . . . . . . . . . . . . . . . . . . . . . . . . . . . . . . . . . . . . . . . . . . . . . . . . . . . . . . . . . . . . <box>307 1117 1960 1129</box>
toc-entry[interactable] <box>0 159 1955 177</box>
toc-page-number: 2 <box>1772 0 1780 16</box>
toc-page-number: 19 <box>1937 673 1952 689</box>
toc-entry[interactable] <box>0 371 2004 389</box>
toc-dot-leader: . . . . . . . . . . . . . . . . . . . . . . . . . . . . . . . . . . . . . . . . . . . . . . . . . . . . . . . . . . . . . . . . . . . . . . . . . . . . . . . . . . . . . . . . . . . . . . . . . . . . . . . . . . . . . . . . . . . . . . . . . . . . . . . . . . . . . . . . . . . . . . . . . . . . . . . . . . . . . . . . <box>302 1135 1955 1147</box>
toc-page-number: 16 <box>1952 531 1968 547</box>
toc-dot-leader: . . . . . . . . . . . . . . . . . . . . . . . . . . . . . . . . . . . . . . . . . . . . . . . . . . . . . . . . . . . . . . . . . . . . . . . . . . . . . . . . . . . . . . . . . . . . . . . . . . . . . . . . . . . . . . . . . . . . . . . . . . . . . . . . . . . . . . . . . . . . . . . . . . . . . . . . . . . . . . . . <box>289 816 1942 828</box>
toc-dot-leader: . . . . . . . . . . . . . . . . . . . . . . . . . . . . . . . . . . . . . . . . . . . . . . . . . . . . . . . . . . . . . . . . . . . . . . . . . . . . . . . . . . . . . . . . . . . . . . . . . . . . . . . . . . . . . . . . . . . . . . . . . . . . . . . . . . . . . . . . . . . . . . . . . . . . . . . . . . . . . . . . <box>328 887 1981 899</box>
